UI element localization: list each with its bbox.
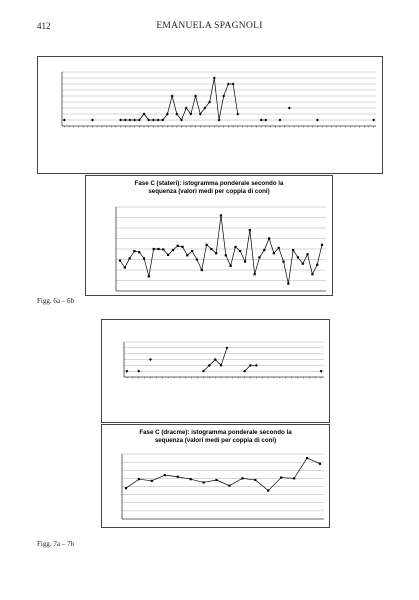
data-point [254, 273, 256, 275]
data-point [267, 489, 269, 491]
data-point [91, 119, 94, 122]
data-point [258, 256, 260, 258]
data-point [280, 476, 282, 478]
data-point [316, 264, 318, 266]
data-point [218, 119, 221, 122]
data-point [282, 261, 284, 263]
data-point [133, 250, 135, 252]
data-point [148, 275, 150, 277]
data-point [215, 479, 217, 481]
data-point [181, 246, 183, 248]
data-point [171, 95, 174, 98]
data-point [244, 261, 246, 263]
data-point [372, 119, 375, 122]
data-point [137, 370, 140, 373]
data-point [288, 107, 291, 110]
data-point [196, 258, 198, 260]
data-point [264, 119, 267, 122]
chart-7b-panel [101, 424, 330, 528]
running-head: EMANUELA SPAGNOLI [156, 21, 263, 31]
data-point [149, 358, 152, 361]
data-point [311, 273, 313, 275]
data-point [164, 474, 166, 476]
data-point [125, 487, 127, 489]
page-header [0, 21, 419, 35]
data-point [213, 77, 216, 80]
figure-caption-7: Figg. 7a – 7b [37, 540, 74, 548]
data-point [227, 83, 230, 86]
data-point [278, 119, 281, 122]
data-point [194, 95, 197, 98]
data-point [273, 252, 275, 254]
data-point [278, 247, 280, 249]
data-point [254, 479, 256, 481]
data-point [172, 249, 174, 251]
data-point [133, 119, 136, 122]
data-point [201, 269, 203, 271]
data-point [63, 119, 66, 122]
data-point [239, 250, 241, 252]
data-point [230, 265, 232, 267]
data-point [125, 370, 128, 373]
data-point [177, 476, 179, 478]
data-point [297, 256, 299, 258]
data-point [228, 485, 230, 487]
data-point [321, 244, 323, 246]
data-point [255, 364, 258, 367]
data-point [119, 259, 121, 261]
data-point [167, 254, 169, 256]
data-point [222, 95, 225, 98]
data-point [260, 119, 263, 122]
chart-6b [86, 176, 332, 295]
data-point [162, 248, 164, 250]
data-point [152, 119, 155, 122]
chart-7a-panel [101, 319, 330, 423]
series-line [120, 215, 322, 283]
series-line [126, 458, 320, 491]
chart-6a-panel [37, 56, 383, 174]
data-point [287, 283, 289, 285]
data-point [124, 119, 127, 122]
data-point [292, 249, 294, 251]
chart-title-line: Fase C (dracme): istogramma ponderale secondo la [139, 429, 292, 436]
data-point [119, 119, 122, 122]
data-point [191, 250, 193, 252]
data-point [249, 229, 251, 231]
data-point [138, 478, 140, 480]
data-point [157, 248, 159, 250]
data-point [236, 113, 239, 116]
data-point [232, 83, 235, 86]
data-point [241, 477, 243, 479]
data-point [263, 249, 265, 251]
chart-title-line: Fase C (stateri): istogramma ponderale secondo la [134, 180, 284, 187]
chart-title-line: sequenza (valori medi per coppia di coni) [154, 437, 277, 444]
data-point [225, 346, 228, 349]
data-point [215, 252, 217, 254]
data-point [306, 253, 308, 255]
data-point [128, 119, 131, 122]
chart-6a [38, 57, 382, 173]
data-point [320, 370, 323, 373]
chart-6b-panel [85, 175, 333, 296]
data-point [157, 119, 160, 122]
data-point [153, 248, 155, 250]
chart-title-line: sequenza (valori medi per coppia di coni) [148, 188, 270, 195]
data-point [177, 245, 179, 247]
data-point [138, 251, 140, 253]
series-line [121, 78, 238, 120]
data-point [151, 480, 153, 482]
data-point [293, 477, 295, 479]
data-point [220, 214, 222, 216]
data-point [225, 254, 227, 256]
data-point [203, 481, 205, 483]
data-point [302, 263, 304, 265]
data-point [190, 478, 192, 480]
data-point [268, 237, 270, 239]
data-point [124, 266, 126, 268]
chart-7b [102, 425, 329, 527]
data-point [234, 246, 236, 248]
data-point [186, 254, 188, 256]
data-point [316, 119, 319, 122]
data-point [306, 457, 308, 459]
data-point [205, 244, 207, 246]
page-number: 412 [37, 21, 51, 31]
data-point [143, 257, 145, 259]
figure-caption-6: Figg. 6a – 6b [37, 297, 74, 305]
data-point [210, 248, 212, 250]
data-point [129, 257, 131, 259]
chart-7a [102, 320, 329, 422]
data-point [319, 463, 321, 465]
